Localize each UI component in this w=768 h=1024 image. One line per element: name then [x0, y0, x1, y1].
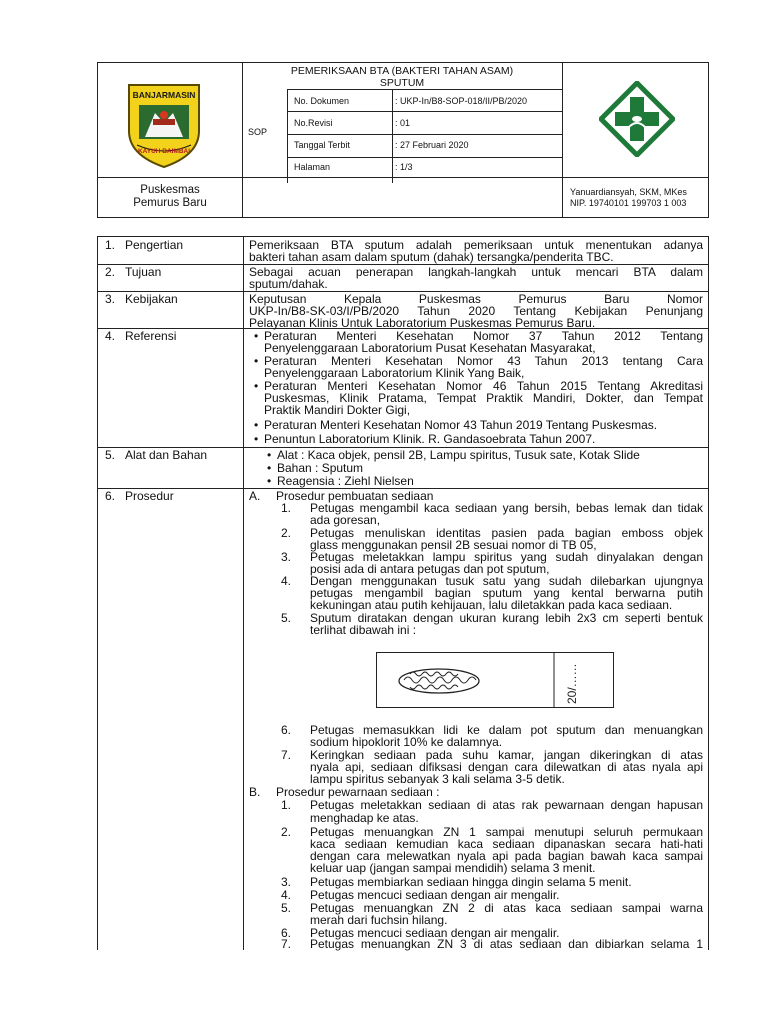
tujuan-text-line2: sputum/dahak. [249, 277, 328, 291]
tujuan-text-line1: Sebagai acuan penerapan langkah-langkah untuk mencari BTA dalam [249, 265, 703, 279]
b-step-1-line2: menghadap ke atas. [310, 811, 419, 825]
meta-label-doc-number: No. Dokumen [294, 96, 350, 106]
referensi-item-5: • Penuntun Laboratorium Klinik. R. Gandasoebrata Tahun 2007. [264, 433, 595, 446]
b-step-3-number: 3. [281, 875, 292, 889]
section-number-4: 4. [105, 329, 116, 343]
sputum-slide-illustration [376, 652, 614, 708]
meta-value-doc-number: : UKP-In/B8-SOP-018/II/PB/2020 [395, 96, 528, 106]
b-step-4-number: 4. [281, 888, 292, 902]
section-label-pengertian: Pengertian [125, 238, 184, 252]
logo-lettering-top: BANJARMASIN [132, 90, 196, 100]
referensi-item-3-line3: Praktik Mandiri Dokter Gigi, [264, 403, 411, 417]
b-step-7-line1: Petugas menuangkan ZN 3 di atas sediaan dan dibiarkan selama 1 [310, 937, 703, 951]
section-number-3: 3. [105, 292, 116, 306]
b-step-6-number: 6. [281, 926, 292, 940]
document-title-line1: PEMERIKSAAN BTA (BAKTERI TAHAN ASAM) [290, 65, 514, 77]
kebijakan-text-line3: Pelayanan Klinis Untuk Laboratorium Puskesmas Pemurus Baru. [249, 316, 596, 330]
meta-value-issue-date: : 27 Februari 2020 [395, 140, 469, 150]
b-step-6-line1: Petugas mencuci sediaan dengan air mengalir. [310, 926, 560, 940]
b-step-2-line4: keluar uap (jangan sampai mendidih) selama 3 menit. [310, 861, 596, 875]
part-b-title: Prosedur pewarnaan sediaan : [276, 785, 440, 799]
a-step-6-line2: sodium hipoklorit 10% ke dalamnya. [310, 735, 503, 749]
a-step-3-number: 3. [281, 550, 292, 564]
b-step-5-line1: Petugas menuangkan ZN 2 di atas kaca sediaan sampai warna [310, 901, 703, 915]
a-step-2-number: 2. [281, 526, 292, 540]
a-step-4-number: 4. [281, 574, 292, 588]
referensi-item-3-line2: Puskesmas, Klinik Pratama, Tempat Praktik Mandiri, Dokter, dan Tempat [264, 391, 703, 405]
a-step-4-line3: kekuningan atau putih kehijauan, lalu diletakkan pada kaca sediaan. [310, 598, 673, 612]
a-step-2-line1: Petugas menuliskan identitas pasien pada bagian emboss objek [310, 526, 703, 540]
b-step-3-line1: Petugas membiarkan sediaan hingga dingin selama 5 menit. [310, 875, 632, 889]
part-a-letter: A. [249, 489, 261, 503]
b-step-5-number: 5. [281, 901, 292, 915]
a-step-7-line2: nyala api, sediaan difiksasi dengan cara dilewatkan di atas nyala api [310, 760, 703, 774]
a-step-5-number: 5. [281, 611, 292, 625]
a-step-1-line1: Petugas mengambil kaca sediaan yang bersih, bebas lemak dan tidak [310, 501, 703, 515]
section-label-alat-bahan: Alat dan Bahan [125, 448, 208, 462]
a-step-6-number: 6. [281, 723, 292, 737]
a-step-1-number: 1. [281, 501, 292, 515]
a-step-3-line2: posisi ada di antara petugas dan pot sputum, [310, 562, 550, 576]
meta-label-issue-date: Tanggal Terbit [294, 140, 350, 150]
document-header [97, 62, 709, 218]
pengertian-text-line1: Pemeriksaan BTA sputum adalah pemeriksaan untuk menentukan adanya [249, 238, 703, 252]
b-step-1-line1: Petugas meletakkan sediaan di atas rak pewarnaan dengan hapusan [310, 798, 703, 812]
section-number-5: 5. [105, 448, 116, 462]
a-step-5-line1: Sputum diratakan dengan ukuran kurang lebih 2x3 cm seperti bentuk [310, 611, 703, 625]
signer-nip: NIP. 19740101 199703 1 003 [570, 198, 687, 208]
a-step-7-line1: Keringkan sediaan pada suhu kamar, jangan dikeringkan di atas [310, 748, 703, 762]
referensi-item-1-line2: Penyelenggaraan Laboratorium Pusat Kesehatan Masyarakat, [264, 341, 596, 355]
pengertian-text-line2: bakteri tahan asam dalam sputum (dahak) tersangka/penderita TBC. [249, 250, 614, 264]
b-step-7-number: 7. [281, 937, 292, 951]
meta-value-revision: : 01 [395, 118, 411, 128]
b-step-5-line2: merah dari fuchsin hilang. [310, 913, 448, 927]
meta-label-revision: No.Revisi [294, 118, 333, 128]
b-step-4-line1: Petugas mencuci sediaan dengan air mengalir. [310, 888, 560, 902]
organization-name-line2: Pemurus Baru [133, 197, 207, 209]
part-b-letter: B. [249, 785, 261, 799]
referensi-item-4: • Peraturan Menteri Kesehatan Nomor 43 Tahun 2019 Tentang Puskesmas. [264, 419, 657, 432]
section-label-prosedur: Prosedur [125, 489, 174, 503]
kebijakan-text-line1: Keputusan Kepala Puskesmas Pemurus Baru Nomor [249, 292, 703, 306]
a-step-2-line2: glass menggunakan pensil 2B sesuai nomor di TB 05, [310, 538, 597, 552]
logo-lettering-bottom: KAYUH BAIMBAI [137, 148, 191, 155]
section-label-referensi: Referensi [125, 329, 177, 343]
b-step-1-number: 1. [281, 798, 292, 812]
alat-item-2: • Bahan : Sputum [277, 462, 363, 475]
kebijakan-text-line2: UKP-In/B8-SK-03/I/PB/2020 Tahun 2020 Tentang Kebijakan Penunjang [249, 304, 703, 318]
b-step-2-number: 2. [281, 825, 292, 839]
meta-label-page: Halaman [294, 162, 331, 172]
a-step-1-line2: ada goresan, [310, 513, 381, 527]
referensi-item-2-line1: • Peraturan Menteri Kesehatan Nomor 43 Tahun 2013 tentang Cara [264, 355, 703, 368]
part-a-title: Prosedur pembuatan sediaan [276, 489, 434, 503]
sop-label: SOP [248, 127, 268, 137]
b-step-2-line2: kaca sediaan kemudian kaca sediaan dipanaskan secara hati-hati [310, 837, 703, 851]
a-step-7-number: 7. [281, 748, 292, 762]
meta-value-page: : 1/3 [395, 162, 413, 172]
a-step-4-line2: petugas mengambil bagian sputum yang kental berwarna putih [310, 586, 703, 600]
puskesmas-logo [599, 81, 675, 157]
referensi-item-1-line1: • Peraturan Menteri Kesehatan Nomor 37 Tahun 2012 Tentang [264, 330, 703, 343]
slide-label: 20/…… [565, 663, 579, 704]
b-step-2-line1: Petugas menuangkan ZN 1 sampai menutupi seluruh permukaan [310, 825, 703, 839]
referensi-item-2-line2: Penyelenggaraan Laboratorium Klinik Yang Baik, [264, 366, 525, 380]
document-title-line2: SPUTUM [379, 77, 425, 89]
a-step-6-line1: Petugas memasukkan lidi ke dalam pot sputum dan menuangkan [310, 723, 703, 737]
banjarmasin-city-logo [125, 79, 203, 169]
section-number-6: 6. [105, 489, 116, 503]
a-step-4-line1: Dengan menggunakan tusuk satu yang sudah dilebarkan ujungnya [310, 574, 703, 588]
signer-name: Yanuardiansyah, SKM, MKes [570, 187, 687, 197]
section-number-1: 1. [105, 238, 116, 252]
a-step-7-line3: lampu spiritus sebanyak 3 kali selama 3-5 detik. [310, 772, 565, 786]
a-step-3-line1: Petugas meletakkan lampu spiritus yang sudah dinyalakan dengan [310, 550, 703, 564]
a-step-5-line2: terlihat dibawah ini : [310, 623, 417, 637]
section-label-kebijakan: Kebijakan [125, 292, 178, 306]
b-step-2-line3: dengan cara melewatkan nyala api pada bagian bawah kaca sampai [310, 849, 703, 863]
procedure-table [97, 236, 709, 950]
alat-item-3: • Reagensia : Ziehl Nielsen [277, 475, 414, 488]
organization-name-line1: Puskesmas [140, 184, 200, 196]
section-number-2: 2. [105, 265, 116, 279]
alat-item-1: • Alat : Kaca objek, pensil 2B, Lampu spiritus, Tusuk sate, Kotak Slide [277, 449, 640, 462]
section-label-tujuan: Tujuan [125, 265, 162, 279]
referensi-item-3-line1: • Peraturan Menteri Kesehatan Nomor 46 Tahun 2015 Tentang Akreditasi [264, 380, 703, 393]
